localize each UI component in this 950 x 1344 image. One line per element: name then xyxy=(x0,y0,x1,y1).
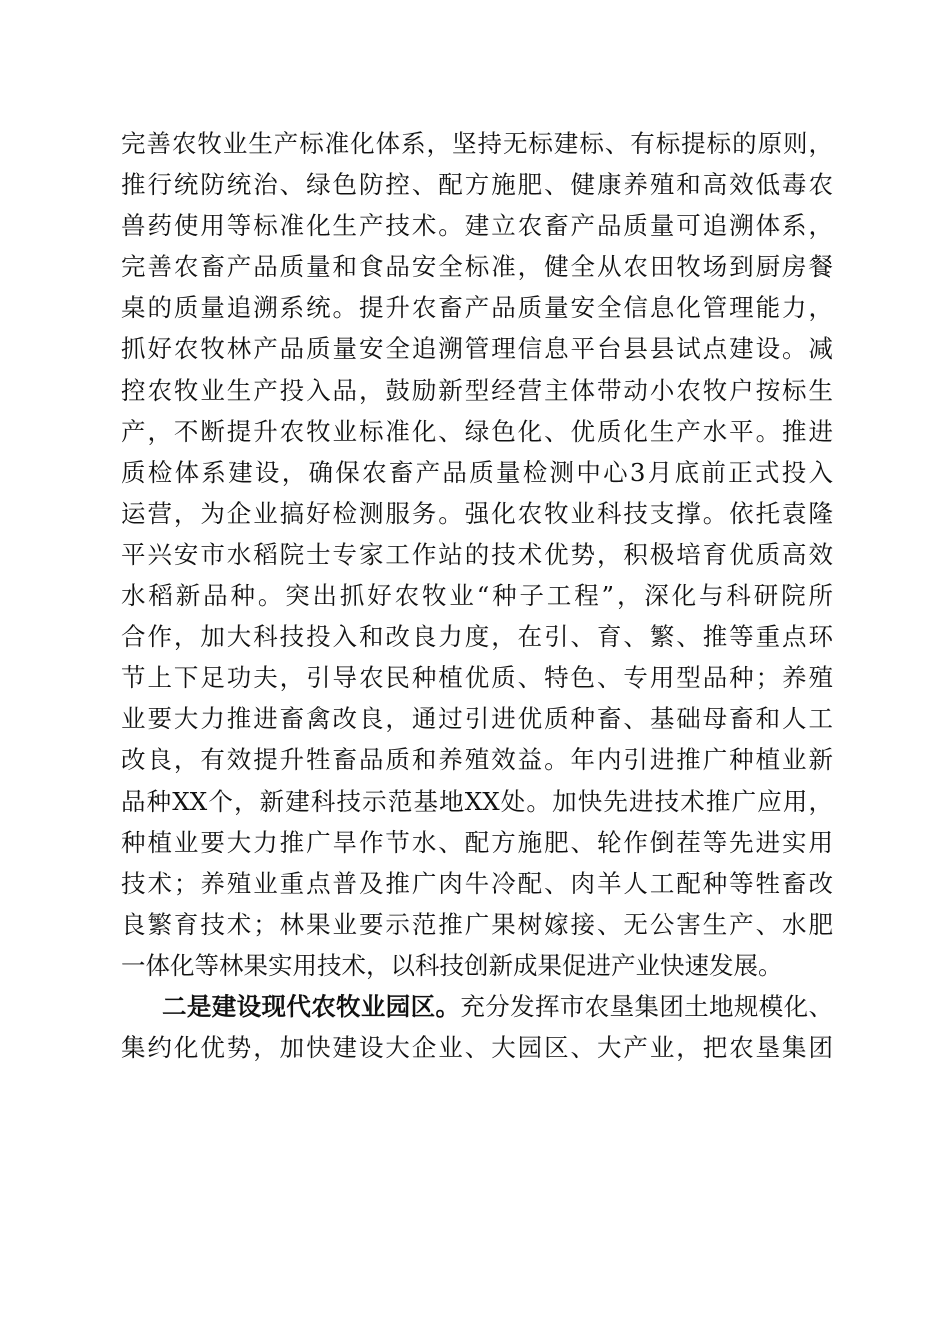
paragraph-text: 充分发挥市农垦集团土地规模化、 xyxy=(460,991,834,1021)
paragraph-lead-heading: 二是建设现代农牧业园区。 xyxy=(162,991,461,1021)
text-line: 完善农牧业生产标准化体系，坚持无标建标、有标提标的原则， xyxy=(121,129,833,158)
text-line: 运营，为企业搞好检测服务。强化农牧业科技支撑。依托袁隆 xyxy=(121,498,833,528)
document-body xyxy=(121,123,833,1068)
text-line: 水稻新品种。突出抓好农牧业“种子工程”，深化与科研院所 xyxy=(121,581,833,611)
text-line: 集约化优势，加快建设大企业、大园区、大产业，把农垦集团 xyxy=(121,1033,833,1063)
text-line: 推行统防统治、绿色防控、配方施肥、健康养殖和高效低毒农 xyxy=(121,170,833,200)
text-line: 种植业要大力推广旱作节水、配方施肥、轮作倒茬等先进实用 xyxy=(121,827,833,857)
text-line: 品种XX个，新建科技示范基地XX处。加快先进技术推广应用， xyxy=(121,786,833,816)
text-line: 抓好农牧林产品质量安全追溯管理信息平台县县试点建设。减 xyxy=(121,334,833,364)
text-line: 产，不断提升农牧业标准化、绿色化、优质化生产水平。推进 xyxy=(121,416,833,446)
text-line: 合作，加大科技投入和改良力度，在引、育、繁、推等重点环 xyxy=(121,622,833,652)
text-line: 良繁育技术；林果业要示范推广果树嫁接、无公害生产、水肥 xyxy=(121,909,833,939)
text-line: 一体化等林果实用技术，以科技创新成果促进产业快速发展。 xyxy=(121,950,783,980)
text-line: 技术；养殖业重点普及推广肉牛冷配、肉羊人工配种等牲畜改 xyxy=(121,868,833,898)
paragraph-2 xyxy=(121,986,833,1068)
text-line: 桌的质量追溯系统。提升农畜产品质量安全信息化管理能力， xyxy=(121,293,833,323)
text-line: 节上下足功夫，引导农民种植优质、特色、专用型品种；养殖 xyxy=(121,663,833,693)
paragraph-1 xyxy=(121,123,833,986)
text-line: 改良，有效提升牲畜品质和养殖效益。年内引进推广种植业新 xyxy=(121,745,833,775)
text-line: 完善农畜产品质量和食品安全标准，健全从农田牧场到厨房餐 xyxy=(121,252,833,282)
text-line: 质检体系建设，确保农畜产品质量检测中心3月底前正式投入 xyxy=(121,457,833,487)
text-line: 兽药使用等标准化生产技术。建立农畜产品质量可追溯体系， xyxy=(121,211,833,241)
text-line: 业要大力推进畜禽改良，通过引进优质种畜、基础母畜和人工 xyxy=(121,704,833,734)
text-line: 控农牧业生产投入品，鼓励新型经营主体带动小农牧户按标生 xyxy=(121,375,833,405)
text-line: 平兴安市水稻院士专家工作站的技术优势，积极培育优质高效 xyxy=(121,539,833,569)
text-line xyxy=(121,986,833,1027)
